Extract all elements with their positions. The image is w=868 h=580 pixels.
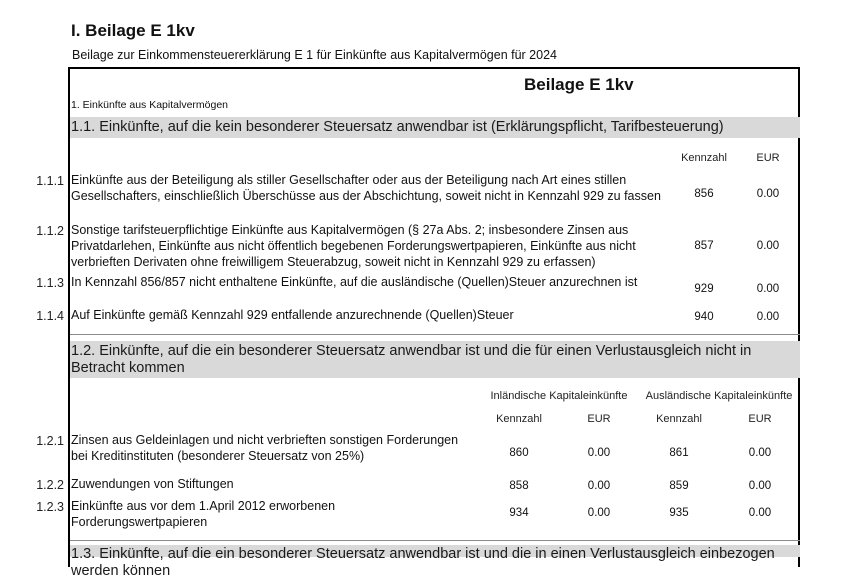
- section-1-2-heading: 1.2. Einkünfte, auf die ein besonderer Steuersatz anwendbar ist und die für einen Verlustausgleich nicht in Betracht kommen: [70, 341, 800, 378]
- kennzahl-858: 858: [509, 480, 529, 492]
- section-1-heading: 1. Einkünfte aus Kapitalvermögen: [71, 99, 229, 111]
- amount-861-field[interactable]: 0.00: [748, 447, 772, 459]
- row-description: Einkünfte aus der Beteiligung als stiller Gesellschafter oder aus der Beteiligung nach Art eines stillen Gesellschafters, einschließlich Überschüsse aus der Abschichtung, soweit nicht in Kennzahl 929 zu fassen: [71, 173, 661, 203]
- kennzahl-935: 935: [669, 507, 689, 519]
- column-header-kennzahl: Kennzahl: [681, 152, 727, 164]
- kennzahl-940: 940: [694, 311, 714, 323]
- amount-856-field[interactable]: 0.00: [756, 188, 780, 200]
- kennzahl-860: 860: [509, 447, 529, 459]
- section-1-3-heading: 1.3. Einkünfte, auf die ein besonderer Steuersatz anwendbar ist und die in einen Verlustausgleich einbezogen werden können: [70, 545, 800, 557]
- section-divider: [70, 540, 800, 541]
- group-header-ausland: Ausländische Kapitaleinkünfte: [645, 390, 793, 402]
- row-description: Einkünfte aus vor dem 1.April 2012 erworbenen Forderungswertpapieren: [71, 499, 336, 529]
- row-number: 1.2.3: [36, 500, 64, 514]
- section-1-1-heading: 1.1. Einkünfte, auf die kein besonderer Steuersatz anwendbar ist (Erklärungspflicht, Tarifbesteuerung): [70, 117, 800, 138]
- row-description: Sonstige tarifsteuerpflichtige Einkünfte aus Kapitalvermögen (§ 27a Abs. 2; insbesondere Zinsen aus Privatdarlehen, Einkünfte aus nicht öffentlich begebenen Forderungswertpapieren, Einkünfte aus nicht verbrieften Derivaten ohne freiwilligem Steuerabzug, soweit nicht in Kennzahl 929 zu erfassen): [71, 223, 636, 269]
- amount-934-field[interactable]: 0.00: [587, 507, 611, 519]
- column-header-kennzahl-inland: Kennzahl: [496, 413, 542, 425]
- row-description: Zuwendungen von Stiftungen: [71, 477, 234, 491]
- group-header-inland: Inländische Kapitaleinkünfte: [490, 390, 628, 402]
- section-divider: [70, 334, 800, 335]
- kennzahl-856: 856: [694, 188, 714, 200]
- kennzahl-934: 934: [509, 507, 529, 519]
- amount-857-field[interactable]: 0.00: [756, 240, 780, 252]
- kennzahl-857: 857: [694, 240, 714, 252]
- row-description: In Kennzahl 856/857 nicht enthaltene Einkünfte, auf die ausländische (Quellen)Steuer anzurechnen ist: [71, 275, 638, 289]
- column-header-eur: EUR: [756, 152, 780, 164]
- page-subtitle: Beilage zur Einkommensteuererklärung E 1 für Einkünfte aus Kapitalvermögen für 2024: [72, 48, 557, 62]
- row-number: 1.2.2: [36, 478, 64, 492]
- amount-940-field[interactable]: 0.00: [756, 311, 780, 323]
- row-number: 1.1.1: [36, 174, 64, 188]
- column-header-eur-ausland: EUR: [748, 413, 772, 425]
- amount-859-field[interactable]: 0.00: [748, 480, 772, 492]
- amount-858-field[interactable]: 0.00: [587, 480, 611, 492]
- kennzahl-861: 861: [669, 447, 689, 459]
- row-description: Zinsen aus Geldeinlagen und nicht verbrieften sonstigen Forderungen bei Kreditinstituten (besonderer Steuersatz von 25%): [71, 433, 459, 463]
- kennzahl-859: 859: [669, 480, 689, 492]
- amount-929-field[interactable]: 0.00: [756, 283, 780, 295]
- kennzahl-929: 929: [694, 283, 714, 295]
- column-header-kennzahl-ausland: Kennzahl: [656, 413, 702, 425]
- amount-860-field[interactable]: 0.00: [587, 447, 611, 459]
- row-description: Auf Einkünfte gemäß Kennzahl 929 entfallende anzurechnende (Quellen)Steuer: [71, 308, 514, 322]
- page-title: I. Beilage E 1kv: [71, 21, 195, 40]
- row-number: 1.1.3: [36, 276, 64, 290]
- row-number: 1.2.1: [36, 434, 64, 448]
- form-title: Beilage E 1kv: [524, 75, 634, 94]
- column-header-eur-inland: EUR: [587, 413, 611, 425]
- amount-935-field[interactable]: 0.00: [748, 507, 772, 519]
- row-number: 1.1.2: [36, 224, 64, 238]
- row-number: 1.1.4: [36, 309, 64, 323]
